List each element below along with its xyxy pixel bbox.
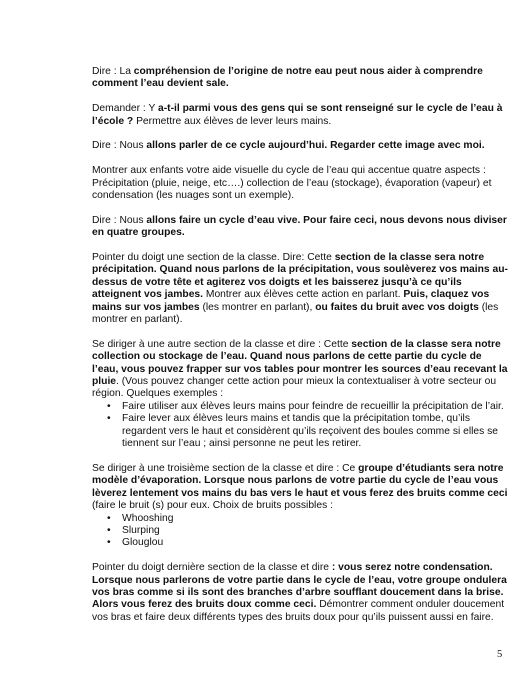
text-run: Pointer du doigt une section de la classe. Dire: Cette	[92, 252, 335, 264]
text-run: Se diriger à une troisième section de la classe et dire : Ce	[92, 462, 359, 474]
bold-text-run: groupe d’étudiants sera notre modèle d’évaporation. Lorsque nous parlons de votre partie du cycle de l’eau vous lèverez lentement vos mains du bas vers le haut et vous ferez des bruits comme ceci	[92, 462, 508, 499]
paragraph-collection	[92, 339, 510, 401]
bold-text-run: section de la classe sera notre précipitation. Quand nous parlons de la précipitation, vous soulèverez vos mains au-dessus de votre tête et agiterez vos doigts et les baisserez jusqu’à ce qu’ils atteignent vos jambes.	[92, 252, 508, 301]
text-run: Dire : Nous	[92, 214, 147, 226]
paragraph-visual-aid	[92, 165, 510, 202]
text-run: (faire le bruit (s) pour eux. Choix de bruits possibles :	[92, 500, 333, 512]
list-item: • Faire utiliser aux élèves leurs mains pour feindre de recueillir la précipitation de l’air.	[92, 401, 510, 413]
paragraph-understanding	[92, 66, 510, 91]
list-item: • Faire lever aux élèves leurs mains et tandis que la précipitation tombe, qu’ils regardent vers le haut et considèrent qu’ils reçoivent des boules comme si elles se tiennent sur l’eau ; ainsi personne ne peut les retirer.	[92, 413, 510, 450]
text-run: Demander : Y	[92, 103, 159, 115]
bold-text-run: : vous serez notre condensation. Lorsque nous parlerons de votre partie dans le cycle de l’eau, votre groupe ondulera vos bras comme si ils sont des branches d’arbre soufflant doucement dans la brise. Alors vous ferez des bruits doux comme ceci.	[92, 562, 507, 611]
list-item: • Whooshing	[92, 513, 510, 525]
bold-text-run: allons faire un cycle d’eau vive. Pour faire ceci, nous devons nous diviser en quatre groupes.	[92, 214, 507, 239]
text-run: Permettre aux élèves de lever leurs mains.	[133, 115, 332, 127]
text-run: Démontrer comment onduler doucement vos bras et faire deux différents types des bruits doux pour qu’ils puissent aussi en faire.	[92, 599, 505, 623]
paragraph-cycle-intro	[92, 140, 510, 152]
text-run: Montrer aux élèves cette action en parlant.	[203, 289, 404, 301]
paragraph-condensation	[92, 562, 510, 624]
page-content	[92, 66, 510, 637]
text-run: Pointer du doigt dernière section de la classe et dire	[92, 562, 332, 574]
bold-text-run: Puis, claquez vos mains sur vos jambes	[92, 289, 490, 313]
paragraph-precipitation	[92, 252, 510, 326]
bold-text-run: section de la classe sera notre collection ou stockage de l’eau. Quand nous parlons de cette partie du cycle de l’eau, vous pouvez frapper sur vos tables pour montrer les sources d’eau recevant la pluie	[92, 338, 508, 388]
paragraph-evaporation	[92, 463, 510, 513]
page-number: 5	[497, 649, 503, 660]
bold-text-run: ou faites du bruit avec vos doigts	[315, 301, 479, 313]
text-run: Dire : La	[92, 66, 134, 77]
text-run: Dire : Nous	[92, 140, 147, 152]
paragraph-groups	[92, 215, 510, 240]
text-run: (les montrer en parlant).	[92, 301, 499, 326]
text-run: Montrer aux enfants votre aide visuelle du cycle de l’eau qui accentue quatre aspects : Précipitation (pluie, neige, etc….) collection de l’eau (stockage), évaporation (vapeur) et condensation (les nuages sont un exemple).	[92, 165, 492, 202]
bold-text-run: a-t-il parmi vous des gens qui se sont renseigné sur le cycle de l’eau à l’école ?	[92, 103, 503, 127]
list-item: • Glouglou	[92, 537, 510, 549]
text-run: Se diriger à une autre section de la classe et dire : Cette	[92, 338, 352, 350]
list-item: • Slurping	[92, 525, 510, 537]
text-run: . (Vous pouvez changer cette action pour mieux la contextualiser à votre secteur ou région. Quelques exemples :	[92, 376, 497, 400]
bold-text-run: allons parler de ce cycle aujourd’hui. Regarder cette image avec moi.	[146, 140, 485, 152]
collection-examples-list	[92, 401, 510, 451]
sound-choices-list	[92, 513, 510, 550]
text-run: (les montrer en parlant),	[199, 301, 316, 313]
paragraph-question	[92, 103, 510, 128]
bold-text-run: compréhension de l’origine de notre eau peut nous aider à comprendre comment l’eau devient sale.	[92, 66, 483, 90]
